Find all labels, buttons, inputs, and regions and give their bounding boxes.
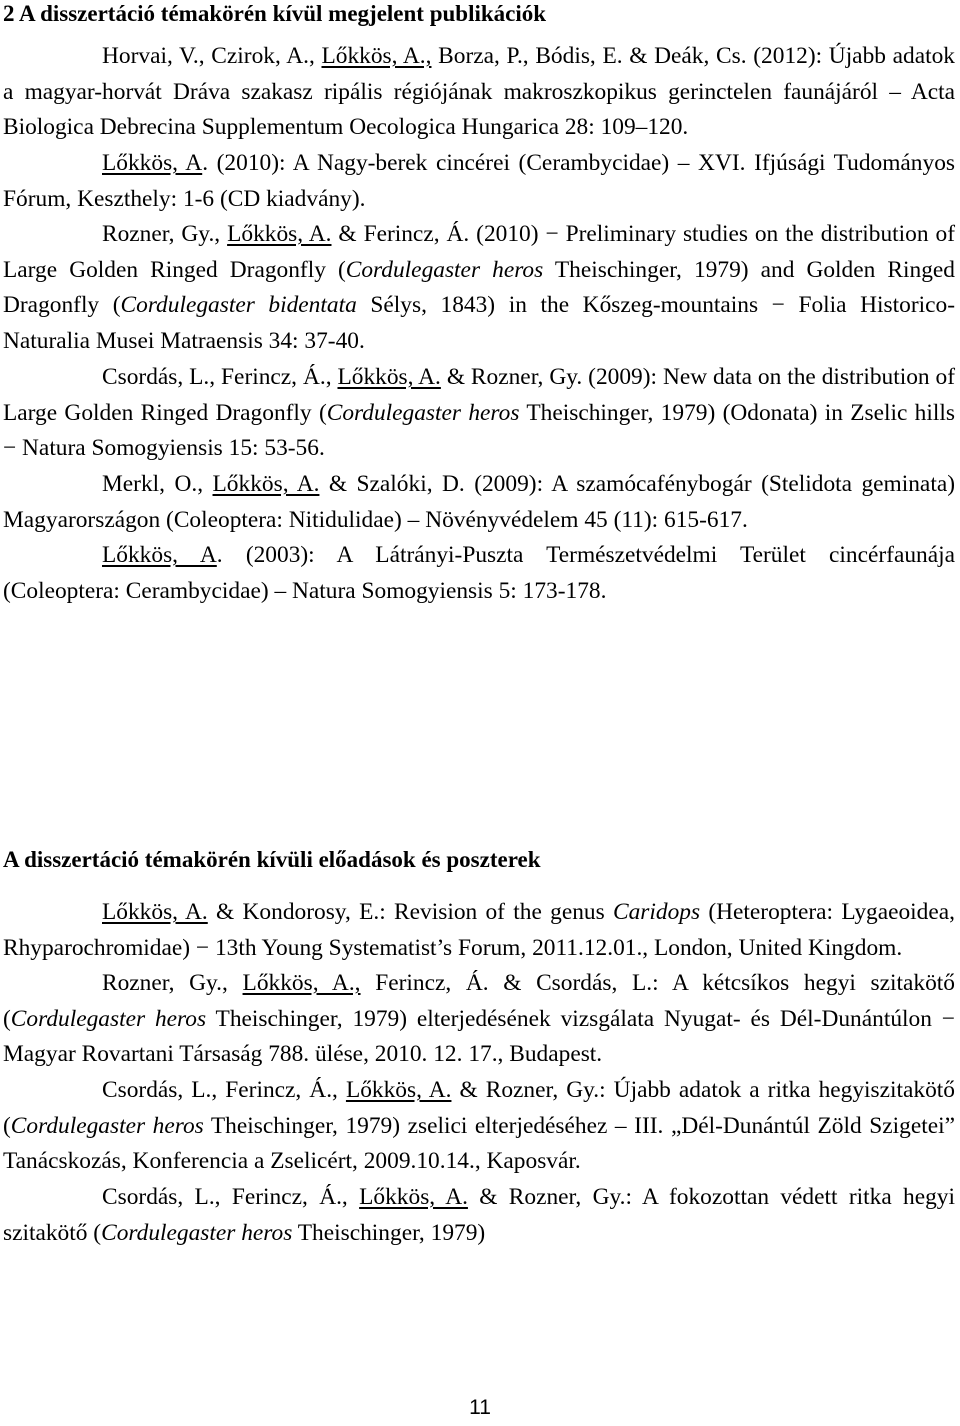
section-heading-presentations: A disszertáció témakörén kívüli előadások és poszterek (3, 847, 541, 872)
highlighted-author: Lőkkös, A (102, 150, 203, 176)
highlighted-author: Lőkkös, A. (227, 221, 332, 247)
co-authors: & Kondorosy, E. (207, 899, 380, 925)
highlighted-author: Lőkkös, A. (337, 364, 441, 390)
reference-text: Theischinger, 1979) zselici elterjedéséhez – III. „Dél-Dunántúl Zöld Szigetei” Tanácskozás, Konferencia a Zselicért, 2009.10.14., Kaposvár. (3, 1112, 955, 1175)
reference-text: : Revision of the genus (379, 899, 613, 925)
reference-text: Theischinger, 1979) elterjedésének vizsgálata Nyugat- és Dél-Dunántúlon − Magyar Rovartani Társaság 788. ülése, 2010. 12. 17., Budapest. (3, 1005, 955, 1068)
reference-entry (3, 146, 955, 217)
co-authors: Csordás, L., Ferincz, Á., (102, 1077, 346, 1103)
reference-entry (3, 217, 955, 360)
co-authors: . (216, 542, 246, 568)
co-authors: Horvai, V., Czirok, A., (102, 43, 322, 69)
species-name: Cordulegaster heros (345, 256, 544, 283)
reference-text: (2003): A Látrányi-Puszta Természetvédelmi Terület cincérfaunája (Coleoptera: Cerambycidae) – Natura Somogyiensis 5: 173-178. (3, 542, 955, 604)
reference-text: Theischinger, 1979) (Odonata) in Zselic hills − Natura Somogyiensis 15: 53-56. (3, 399, 955, 462)
highlighted-author: Lőkkös, A. (359, 1184, 468, 1210)
reference-text: (2010): A Nagy-berek cincérei (Cerambycidae) – XVI. Ifjúsági Tudományos Fórum, Keszthely: 1-6 (CD kiadvány). (3, 150, 955, 212)
co-authors: & Szalóki, D. (319, 471, 465, 497)
reference-text: : A fokozottan védett ritka hegyi szitakötő ( (3, 1184, 956, 1246)
reference-entry (3, 467, 955, 538)
reference-entry (3, 360, 955, 467)
highlighted-author: Lőkkös, A. (345, 1077, 452, 1103)
species-name: Caridops (612, 899, 701, 925)
species-name: Cordulegaster heros (326, 399, 520, 426)
reference-text: Theischinger, 1979) (292, 1219, 486, 1246)
co-authors: Borza, P., Bódis, E. & Deák, Cs. (431, 43, 747, 69)
highlighted-author: Lőkkös, A. (102, 899, 208, 925)
co-authors: Csordás, L., Ferincz, Á., (102, 1184, 360, 1210)
reference-entry (3, 538, 955, 609)
co-authors: Rozner, Gy., (102, 970, 243, 996)
highlighted-author: Lőkkös, A (102, 542, 217, 568)
page-number: 11 (469, 1396, 491, 1419)
highlighted-author: Lőkkös, A., (242, 970, 361, 996)
reference-text: : Újabb adatok a ritka hegyiszitakötő ( (3, 1077, 955, 1139)
reference-entry (3, 966, 955, 1073)
species-name: Cordulegaster bidentata (120, 292, 357, 319)
co-authors: & Ferincz, Á. (331, 221, 470, 247)
reference-entry (3, 1073, 955, 1180)
co-authors: Csordás, L., Ferincz, Á., (102, 364, 338, 390)
co-authors: Rozner, Gy., (102, 221, 228, 247)
highlighted-author: Lőkkös, A., (321, 43, 432, 69)
reference-text: : A kétcsíkos hegyi szitakötő ( (3, 970, 955, 1032)
reference-entry (3, 1180, 955, 1251)
co-authors: Merkl, O., (102, 471, 213, 497)
reference-entry (3, 39, 955, 146)
reference-text: Sélys, 1843) in the Kőszeg-mountains − Folia Historico-Naturalia Musei Matraensis 34: 37-40. (3, 292, 955, 355)
reference-entry (3, 895, 955, 966)
reference-text: (Heteroptera: Lygaeoidea, Rhyparochromidae) − 13th Young Systematist’s Forum, 2011.12.01., London, United Kingdom. (3, 899, 955, 961)
species-name: Cordulegaster heros (10, 1005, 207, 1032)
co-authors: & Rozner, Gy. (467, 1184, 626, 1210)
co-authors: & Rozner, Gy. (440, 364, 583, 390)
co-authors: & Rozner, Gy. (451, 1077, 600, 1103)
co-authors: . (202, 150, 217, 176)
highlighted-author: Lőkkös, A. (212, 471, 320, 497)
species-name: Cordulegaster heros (101, 1219, 293, 1246)
co-authors: Ferincz, Á. & Csordás, L. (360, 970, 653, 996)
reference-text: (2009): New data on the distribution of Large Golden Ringed Dragonfly ( (3, 364, 956, 426)
species-name: Cordulegaster heros (10, 1112, 204, 1139)
reference-text: (2009): A szamócafénybogár (Stelidota geminata) Magyarországon (Coleoptera: Nitidulidae) – Növényvédelem 45 (11): 615-617. (3, 471, 955, 533)
reference-text: Theischinger, 1979) and Golden Ringed Dragonfly ( (3, 256, 955, 319)
reference-text: (2010) − Preliminary studies on the distribution of Large Golden Ringed Dragonfly ( (3, 221, 955, 283)
reference-text: (2012): Újabb adatok a magyar-horvát Dráva szakasz ripális régiójának makroszkopikus gerinctelen faunájáról – Acta Biologica Debrecina Supplementum Oecologica Hungarica 28: 109–120. (3, 43, 955, 141)
section-heading-publications: 2 A disszertáció témakörén kívül megjelent publikációk (3, 1, 547, 26)
